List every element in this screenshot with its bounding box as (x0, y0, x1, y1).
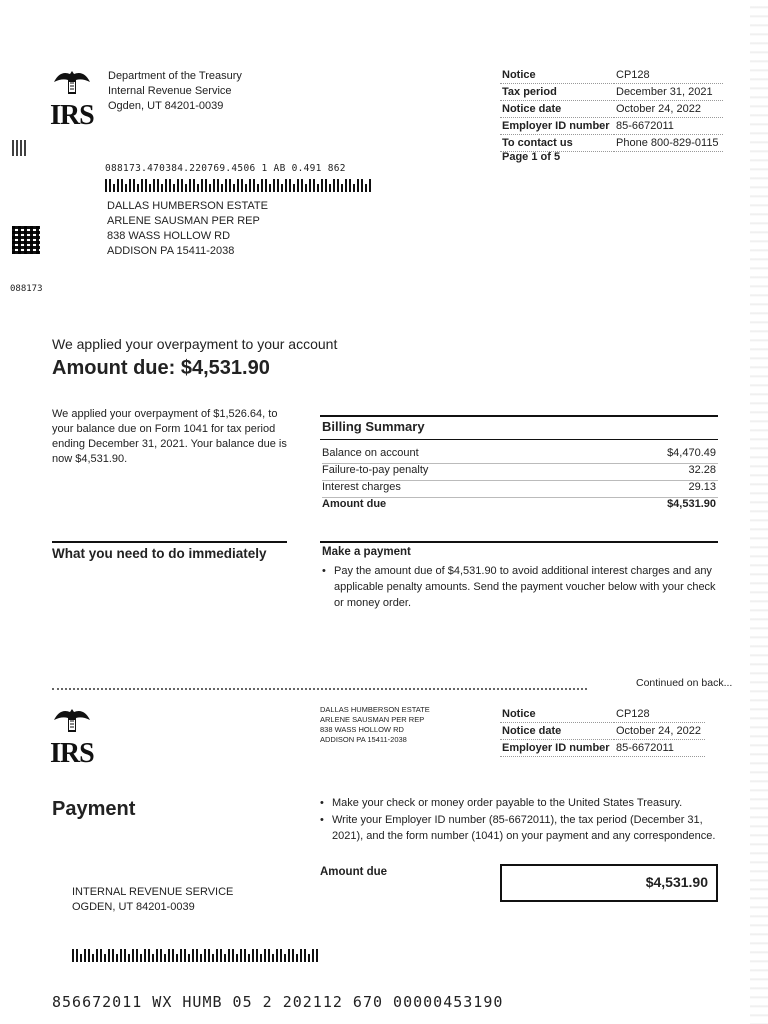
irs-logo (50, 706, 94, 767)
address-line: ARLENE SAUSMAN PER REP (107, 215, 260, 227)
address-line: INTERNAL REVENUE SERVICE (72, 886, 234, 898)
payment-instruction: Pay the amount due of $4,531.90 to avoid additional interest charges and any applicable penalty amounts. Send the payment voucher below with your check or money order. (334, 565, 716, 609)
billing-label: Interest charges (322, 481, 401, 493)
scan-edge-noise (750, 0, 768, 1024)
billing-row (322, 481, 718, 498)
eagle-icon (50, 68, 94, 98)
overpayment-paragraph: We applied your overpayment of $1,526.64, to your balance due on Form 1041 for tax period ending December 31, 2021. Your balance due is now $4,531.90. (52, 408, 287, 465)
info-row (500, 135, 723, 152)
postal-barcode (105, 178, 375, 192)
billing-row (322, 464, 718, 481)
bullet-icon: • (320, 814, 324, 826)
voucher-instruction: Make your check or money order payable to the United States Treasury. (332, 797, 683, 809)
info-value: October 24, 2022 (614, 723, 705, 740)
continued-note: Continued on back... (636, 677, 733, 689)
payment-title: Payment (52, 798, 136, 820)
info-row (500, 723, 705, 740)
qr-code-icon (12, 226, 40, 254)
info-value: 85-6672011 (614, 118, 723, 135)
info-value: Phone 800-829-0115 (614, 135, 723, 152)
voucher-amount-value: $4,531.90 (645, 874, 708, 890)
billing-summary-title: Billing Summary (322, 419, 425, 434)
divider (320, 439, 718, 440)
info-row (500, 706, 705, 723)
info-value: CP128 (614, 67, 723, 84)
voucher-info-table (500, 706, 705, 757)
divider (320, 541, 718, 543)
bullet-icon: • (322, 565, 326, 577)
address-line: DALLAS HUMBERSON ESTATE (320, 705, 430, 714)
billing-total-row (322, 498, 718, 514)
billing-total-value: $4,531.90 (667, 498, 716, 510)
amount-due-box (500, 864, 718, 902)
page-number: Page 1 of 5 (502, 151, 561, 163)
address-line: ADDISON PA 15411-2038 (107, 245, 235, 257)
voucher-instruction: Write your Employer ID number (85-6672011), the tax period (December 31, 2021), and the form number (1041) on your payment and any correspondence. (332, 814, 716, 842)
tear-line (52, 688, 587, 690)
bullet-icon: • (320, 797, 324, 809)
divider (320, 415, 718, 417)
notice-subtitle: We applied your overpayment to your account (52, 336, 338, 352)
make-payment-heading: Make a payment (322, 546, 411, 558)
info-label: To contact us (500, 135, 614, 152)
info-label: Employer ID number (500, 118, 614, 135)
billing-label: Balance on account (322, 447, 419, 459)
billing-total-label: Amount due (322, 498, 387, 510)
info-label: Notice (500, 67, 614, 84)
address-line: 838 WASS HOLLOW RD (320, 725, 404, 734)
eagle-icon (50, 706, 94, 736)
divider (52, 541, 287, 543)
info-row (500, 67, 723, 84)
sender-block (108, 69, 242, 114)
notice-info-table (500, 67, 723, 152)
billing-value: $4,470.49 (667, 447, 716, 459)
info-value: October 24, 2022 (614, 101, 723, 118)
ocr-scanline: 856672011 WX HUMB 05 2 202112 670 00000453190 (52, 993, 504, 1011)
address-line: 838 WASS HOLLOW RD (107, 230, 231, 242)
voucher-amount-label: Amount due (320, 866, 388, 878)
info-label: Notice date (500, 723, 614, 740)
irs-mailing-address (72, 885, 233, 915)
info-label: Tax period (500, 84, 614, 101)
voucher-address (320, 705, 430, 745)
irs-logo (50, 68, 94, 129)
info-label: Notice (500, 706, 614, 723)
mail-code-line: 088173.470384.220769.4506 1 AB 0.491 862 (105, 163, 346, 174)
info-value: CP128 (614, 706, 705, 723)
info-row (500, 101, 723, 118)
info-value: December 31, 2021 (614, 84, 723, 101)
postal-barcode (72, 948, 322, 962)
sender-line: Department of the Treasury (108, 70, 242, 82)
address-line: DALLAS HUMBERSON ESTATE (107, 200, 268, 212)
side-code: 088173 (10, 284, 43, 294)
info-label: Notice date (500, 101, 614, 118)
sender-line: Internal Revenue Service (108, 85, 232, 97)
action-heading: What you need to do immediately (52, 546, 267, 561)
address-line: ARLENE SAUSMAN PER REP (320, 715, 425, 724)
qr-code-icon (12, 140, 28, 156)
amount-due-title: Amount due: $4,531.90 (52, 357, 270, 379)
sender-line: Ogden, UT 84201-0039 (108, 100, 224, 112)
mailing-address (107, 199, 268, 259)
info-row (500, 84, 723, 101)
logo-text: IRS (50, 100, 94, 131)
billing-row (322, 447, 718, 464)
address-line: OGDEN, UT 84201-0039 (72, 901, 195, 913)
info-label: Employer ID number (500, 740, 614, 757)
info-row (500, 118, 723, 135)
logo-text: IRS (50, 738, 94, 769)
billing-value: 29.13 (688, 481, 716, 493)
info-value: 85-6672011 (614, 740, 705, 757)
billing-value: 32.28 (688, 464, 716, 476)
info-row (500, 740, 705, 757)
address-line: ADDISON PA 15411-2038 (320, 735, 407, 744)
billing-label: Failure-to-pay penalty (322, 464, 429, 476)
